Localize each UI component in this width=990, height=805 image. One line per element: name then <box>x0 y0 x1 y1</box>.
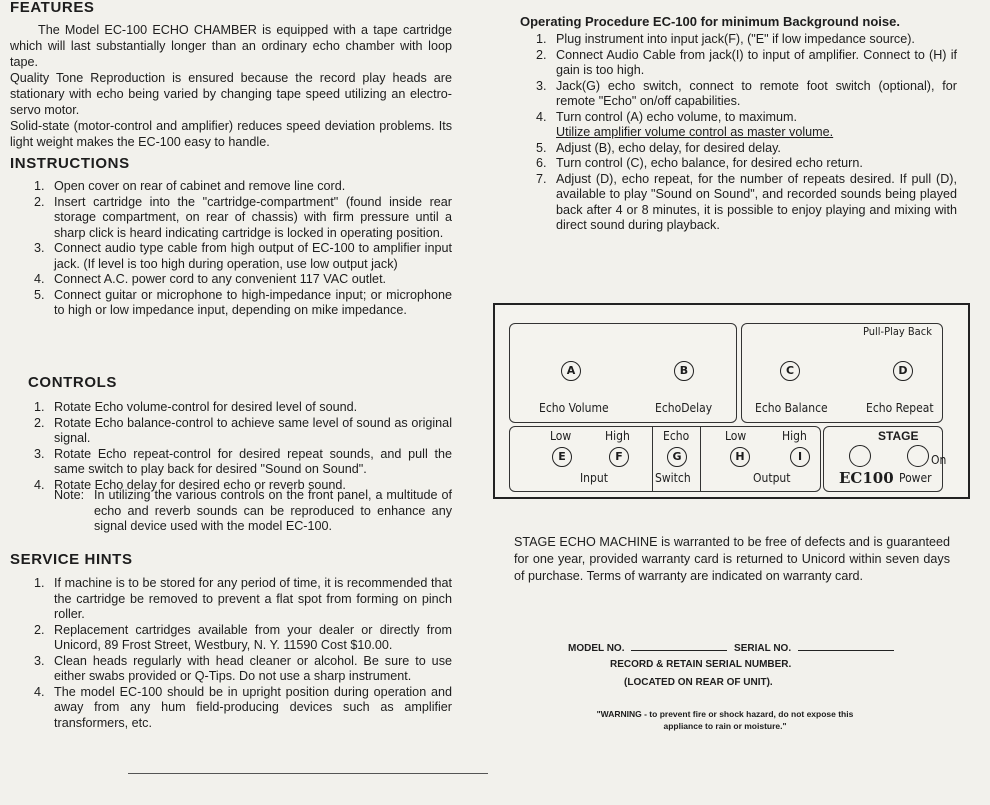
jack-e-letter: E <box>552 447 572 467</box>
knob-d-letter: D <box>893 361 913 381</box>
list-item: 2. Replacement cartridges available from your dealer or directly from Unicord, 89 Frost Street, Westbury, N. Y. 11590 Cost $10.00. <box>34 622 452 652</box>
warning-text: "WARNING - to prevent fire or shock hazard, do not expose this appliance to rain or moisture." <box>596 709 854 731</box>
list-item: 1. Open cover on rear of cabinet and remove line cord. <box>34 179 346 193</box>
list-item: 7. Adjust (D), echo repeat, for the number of repeats desired. If pull (D), available to play "Sound on Sound", and recorded sounds being played back after 4 or 8 minutes, it is possible to enjoy playing and mixing with direct sound during playback. <box>536 171 957 232</box>
features-title: FEATURES <box>10 0 95 16</box>
list-item: 4. The model EC-100 should be in upright position during operation and away from any hum field-producing devices such as amplifier transformers, etc. <box>34 684 452 730</box>
list-item: 1. Plug instrument into input jack(F), ("E" if low impedance source). <box>536 32 915 46</box>
list-item: 5. Adjust (B), echo delay, for desired delay. <box>536 140 781 155</box>
list-item: 1. If machine is to be stored for any period of time, it is recommended that the cartridge be removed to prevent a flat spot from forming on pinch roller. <box>34 576 452 621</box>
instructions-list <box>10 179 452 319</box>
note-text: In utilizing the various controls on the front panel, a multitude of echo and reverb sounds can be reproduced to enhance any signal device used with the model EC-100. <box>94 488 452 533</box>
serial-no-label: SERIAL NO. <box>734 643 792 654</box>
controls-note <box>54 488 452 535</box>
record-retain-text: RECORD & RETAIN SERIAL NUMBER. <box>610 659 792 670</box>
knob-d-label: Echo Repeat <box>866 401 934 415</box>
knob-c-label: Echo Balance <box>755 401 828 415</box>
bottom-rule <box>128 773 488 774</box>
procedure-title: Operating Procedure EC-100 for minimum Background noise. <box>520 14 900 29</box>
service-hints-title: SERVICE HINTS <box>10 551 133 568</box>
switch-label: Switch <box>655 471 691 485</box>
jack-i-letter: I <box>790 447 810 467</box>
features-paragraph-1: The Model EC-100 ECHO CHAMBER is equipped with a tape cartridge which will last substantially longer than an ordinary echo chamber with loop tape. <box>10 23 452 69</box>
switch-divider <box>700 426 701 492</box>
list-item: 4. Rotate Echo delay for desired echo or reverb sound. <box>34 477 346 492</box>
knob-a-letter: A <box>561 361 581 381</box>
power-switch-icon <box>907 445 929 467</box>
master-volume-note: Utilize amplifier volume control as master volume. <box>556 125 834 139</box>
jack-e <box>552 445 572 467</box>
list-item: 3. Rotate Echo repeat-control for desired repeat sounds, and pull the same switch to play back for desired "Sound on Sound". <box>34 446 452 476</box>
knob-b-label: EchoDelay <box>655 401 713 415</box>
model-no-label: MODEL NO. <box>568 643 625 654</box>
jack-h <box>730 445 750 467</box>
jack-f-letter: F <box>609 447 629 467</box>
power-label: Power <box>899 471 932 485</box>
knob-c-letter: C <box>780 361 800 381</box>
input-low-label: Low <box>550 429 572 443</box>
right-column <box>512 14 957 234</box>
output-low-label: Low <box>725 429 747 443</box>
jack-g-letter: G <box>667 447 687 467</box>
power-lamp-icon <box>849 445 871 467</box>
jack-f <box>609 445 629 467</box>
jack-g <box>667 445 687 467</box>
model-label: EC100 <box>839 469 894 487</box>
switch-echo-label: Echo <box>663 429 690 443</box>
brand-label: STAGE <box>878 429 919 443</box>
instructions-title: INSTRUCTIONS <box>10 155 130 172</box>
controls-list <box>10 400 452 493</box>
knob-b-letter: B <box>674 361 694 381</box>
list-item: 4. Turn control (A) echo volume, to maximum. Utilize amplifier volume control as master volume. <box>536 109 834 139</box>
knob-c <box>780 359 800 381</box>
list-item: 1. Rotate Echo volume-control for desired level of sound. <box>34 400 358 414</box>
output-high-label: High <box>782 429 807 443</box>
input-divider <box>652 426 653 492</box>
list-item: 2. Connect Audio Cable from jack(I) to input of amplifier. Connect to (H) if gain is too high. <box>536 47 957 77</box>
features-paragraph-3: Solid-state (motor-control and amplifier) reduces speed deviation problems. Its light weight makes the EC-100 easy to handle. <box>10 119 452 149</box>
list-item: 4. Connect A.C. power cord to any convenient 117 VAC outlet. <box>34 272 387 286</box>
knob-a-label: Echo Volume <box>539 401 609 415</box>
warranty-text: STAGE ECHO MACHINE is warranted to be free of defects and is guaranteed for one year, provided warranty card is returned to Unicord within seven days of purchase. Terms of warranty are indicated on warranty card. <box>514 535 950 583</box>
list-item: 2. Insert cartridge into the "cartridge-compartment" (found inside rear storage compartment, on rear of chassis) with firm pressure until a sharp click is heard indicating cartridge is locked in operating position. <box>34 194 452 240</box>
knob-d <box>893 359 913 381</box>
input-high-label: High <box>605 429 630 443</box>
list-item: 5. Connect guitar or microphone to high-impedance input; or microphone to high or low impedance input, depending on mike impedance. <box>34 287 452 317</box>
service-hints-list <box>10 576 452 731</box>
located-text: (LOCATED ON REAR OF UNIT). <box>624 677 773 688</box>
note-label: Note: <box>54 488 85 502</box>
output-label: Output <box>753 471 791 485</box>
list-item: 3. Clean heads regularly with head cleaner or alcohol. Be sure to use either swabs provided or Q-Tips. Do not use a sharp instrument. <box>34 653 452 683</box>
knob-a <box>561 359 581 381</box>
on-label: On <box>931 453 947 467</box>
features-paragraph-2: Quality Tone Reproduction is ensured because the record play heads are stationary with echo being varied by changing tape speed utilizing an electro-servo motor. <box>10 71 452 117</box>
front-panel-diagram <box>493 303 970 499</box>
list-item: 6. Turn control (C), echo balance, for desired echo return. <box>536 156 863 170</box>
list-item: 2. Rotate Echo balance-control to achieve same level of sound as original signal. <box>34 415 452 445</box>
controls-title: CONTROLS <box>28 374 117 391</box>
procedure-list <box>512 32 957 234</box>
knob-b <box>674 359 694 381</box>
input-label: Input <box>580 471 608 485</box>
jack-h-letter: H <box>730 447 750 467</box>
serial-line <box>568 643 894 654</box>
list-item: 3. Connect audio type cable from high output of EC-100 to amplifier input jack. (If level is too high during operation, use low output jack) <box>34 241 452 271</box>
list-item: 3. Jack(G) echo switch, connect to remote foot switch (optional), for remote "Echo" on/off capabilities. <box>536 78 957 108</box>
jack-i <box>790 445 810 467</box>
pull-play-back-label: Pull-Play Back <box>863 325 932 338</box>
